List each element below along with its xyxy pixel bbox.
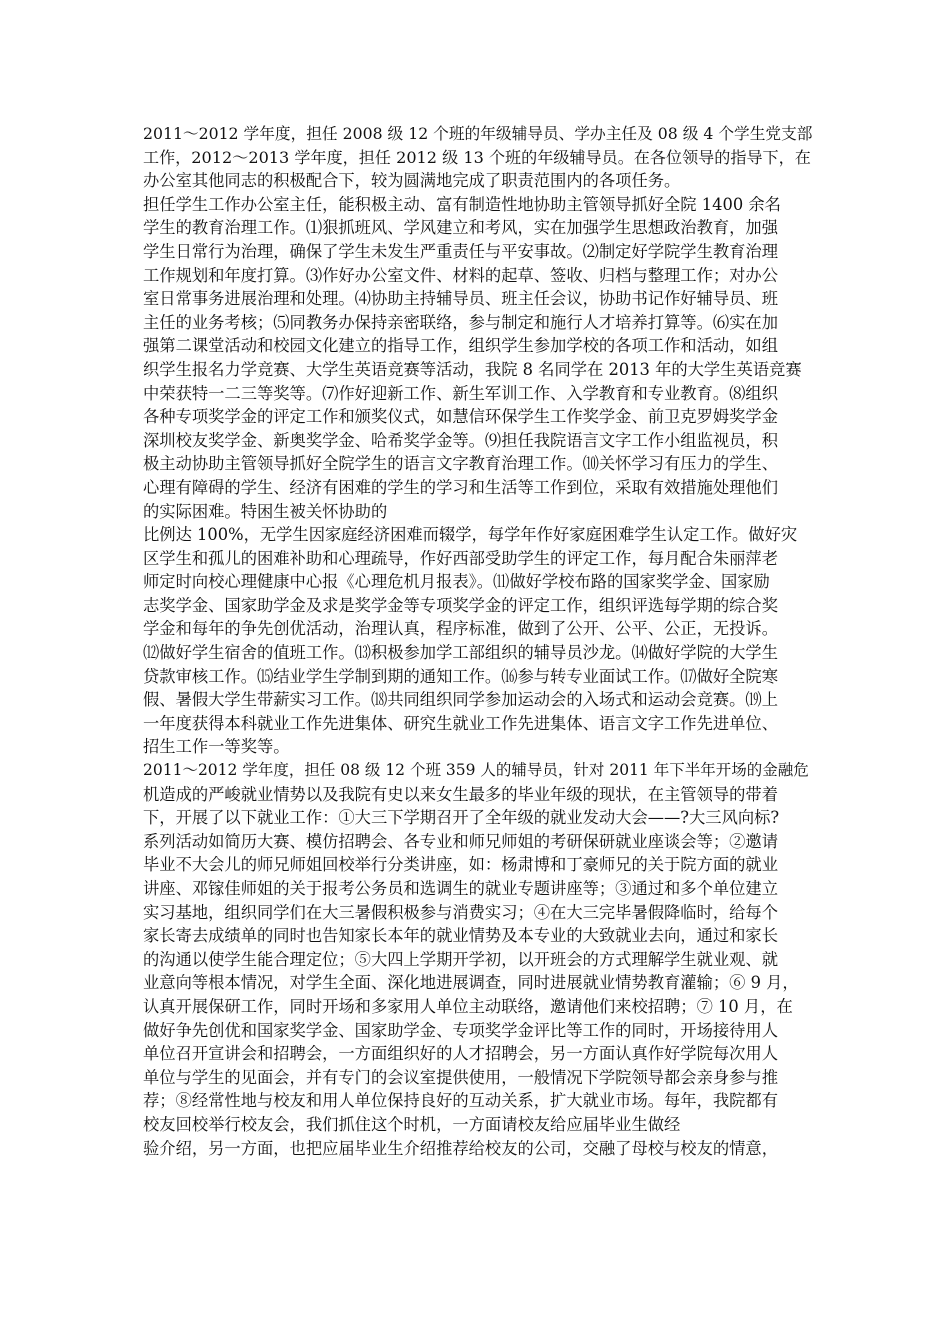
text-line: 师定时向校心理健康中心报《心理危机月报表》。⑾做好学校布路的国家奖学金、国家励 [143, 572, 770, 592]
text-line: 荐；⑧经常性地与校友和用人单位保持良好的互动关系，扩大就业市场。每年，我院都有 [143, 1091, 778, 1111]
text-line: 讲座、邓镓佳师姐的关于报考公务员和选调生的就业专题讲座等；③通过和多个单位建立 [143, 879, 778, 898]
text-line: 招生工作一等奖等。 [143, 737, 290, 757]
text-line: 强第二课堂活动和校园文化建立的指导工作，组织学生参加学校的各项工作和活动，如组 [143, 336, 778, 356]
text-line: 学生日常行为治理，确保了学生未发生严重责任与平安事故。⑵制定好学院学生教育治理 [143, 241, 778, 261]
text-line: 比例达 100%，无学生因家庭经济困难而辍学，每学年作好家庭困难学生认定工作。做好灾 [143, 525, 798, 545]
text-line: 极主动协助主管领导抓好全院学生的语言文字教育治理工作。⑽关怀学习有压力的学生、 [143, 454, 778, 474]
text-line: 业意向等根本情况，对学生全面、深化地进展调查，同时进展就业情势教育灌输；⑥ 9 月， [143, 973, 799, 993]
text-line: 中荣获特一二三等奖等。⑺作好迎新工作、新生军训工作、入学教育和专业教育。⑻组织 [143, 383, 778, 403]
text-line: 工作，2012～2013 学年度，担任 2012 级 13 个班的年级辅导员。在各位领导的指导下，在 [143, 147, 811, 167]
text-line: 做好争先创优和国家奖学金、国家助学金、专项奖学金评比等工作的同时，开场接待用人 [143, 1020, 778, 1040]
text-line: 的实际困难。特困生被关怀协助的 [143, 501, 388, 521]
text-line: 校友回校举行校友会，我们抓住这个时机，一方面请校友给应届毕业生做经 [143, 1114, 681, 1134]
text-line: 毕业不大会儿的师兄师姐回校举行分类讲座，如：杨肃博和丁豪师兄的关于院方面的就业 [143, 855, 778, 875]
text-line: 心理有障碍的学生、经济有困难的学生的学习和生活等工作到位，采取有效措施处理他们 [143, 477, 778, 497]
text-line: 认真开展保研工作，同时开场和多家用人单位主动联络，邀请他们来校招聘；⑦ 10 月，在 [143, 996, 793, 1016]
text-line: 学生的教育治理工作。⑴狠抓班风、学风建立和考风，实在加强学生思想政治教育，加强 [143, 218, 778, 238]
text-line: 系列活动如简历大赛、模仿招聘会、各专业和师兄师姐的考研保研就业座谈会等；②邀请 [143, 831, 778, 851]
text-line: ⑿做好学生宿舍的值班工作。⒀积极参加学工部组织的辅导员沙龙。⒁做好学院的大学生 [143, 643, 778, 663]
text-line: 家长寄去成绩单的同时也告知家长本年的就业情势及本专业的大致就业去向，通过和家长 [143, 926, 778, 946]
text-line: 办公室其他同志的积极配合下，较为圆满地完成了职责范围内的各项任务。 [143, 171, 681, 191]
document-body [143, 122, 815, 1160]
text-line: 假、暑假大学生带薪实习工作。⒅共同组织同学参加运动会的入场式和运动会竞赛。⒆上 [143, 690, 778, 710]
text-line: 各种专项奖学金的评定工作和颁奖仪式，如慧信环保学生工作奖学金、前卫克罗姆奖学金 [143, 407, 778, 427]
text-line: 单位召开宣讲会和招聘会，一方面组织好的人才招聘会，另一方面认真作好学院每次用人 [143, 1044, 778, 1064]
text-line: 志奖学金、国家助学金及求是奖学金等专项奖学金的评定工作，组织评选每学期的综合奖 [143, 595, 778, 615]
text-line: 一年度获得本科就业工作先进集体、研究生就业工作先进集体、语言文字工作先进单位、 [143, 713, 778, 733]
text-line: 室日常事务进展治理和处理。⑷协助主持辅导员、班主任会议，协助书记作好辅导员、班 [143, 289, 778, 309]
text-line: 主任的业务考核；⑸同教务办保持亲密联络，参与制定和施行人才培养打算等。⑹实在加 [143, 312, 778, 332]
text-line: 验介绍，另一方面，也把应届毕业生介绍推荐给校友的公司，交融了母校与校友的情意， [143, 1138, 778, 1158]
text-line: 的沟通以使学生能合理定位；⑤大四上学期开学初，以开班会的方式理解学生就业观、就 [143, 949, 778, 969]
text-line: 机造成的严峻就业情势以及我院有史以来女生最多的毕业年级的现状，在主管领导的带着 [143, 784, 778, 804]
text-line: 2011～2012 学年度，担任 2008 级 12 个班的年级辅导员、学办主任及 08 级 4 个学生党支部 [143, 124, 813, 143]
text-line: 2011～2012 学年度，担任 08 级 12 个班 359 人的辅导员，针对 2011 年下半年开场的金融危 [143, 761, 809, 780]
text-line: 区学生和孤儿的困难补助和心理疏导，作好西部受助学生的评定工作，每月配合朱丽萍老 [143, 548, 778, 568]
text-line: 担任学生工作办公室主任，能积极主动、富有制造性地协助主管领导抓好全院 1400 余名 [143, 194, 781, 214]
text-line: 工作规划和年度打算。⑶作好办公室文件、材料的起草、签收、归档与整理工作；对办公 [143, 265, 778, 285]
text-line: 深圳校友奖学金、新奥奖学金、哈希奖学金等。⑼担任我院语言文字工作小组监视员，积 [143, 430, 778, 450]
text-line: 织学生报名力学竞赛、大学生英语竞赛等活动，我院 8 名同学在 2013 年的大学生英语竞赛 [143, 359, 802, 379]
text-line: 实习基地，组织同学们在大三暑假积极参与消费实习；④在大三完毕暑假降临时，给每个 [143, 902, 778, 922]
text-line: 下，开展了以下就业工作：①大三下学期召开了全年级的就业发动大会——?大三风向标? [143, 808, 780, 828]
text-line: 单位与学生的见面会，并有专门的会议室提供使用，一般情况下学院领导都会亲身参与推 [143, 1067, 778, 1087]
text-line: 贷款审核工作。⒂结业学生学制到期的通知工作。⒃参与转专业面试工作。⒄做好全院寒 [143, 666, 778, 686]
text-line: 学金和每年的争先创优活动，治理认真，程序标准，做到了公开、公平、公正，无投诉。 [143, 619, 778, 639]
